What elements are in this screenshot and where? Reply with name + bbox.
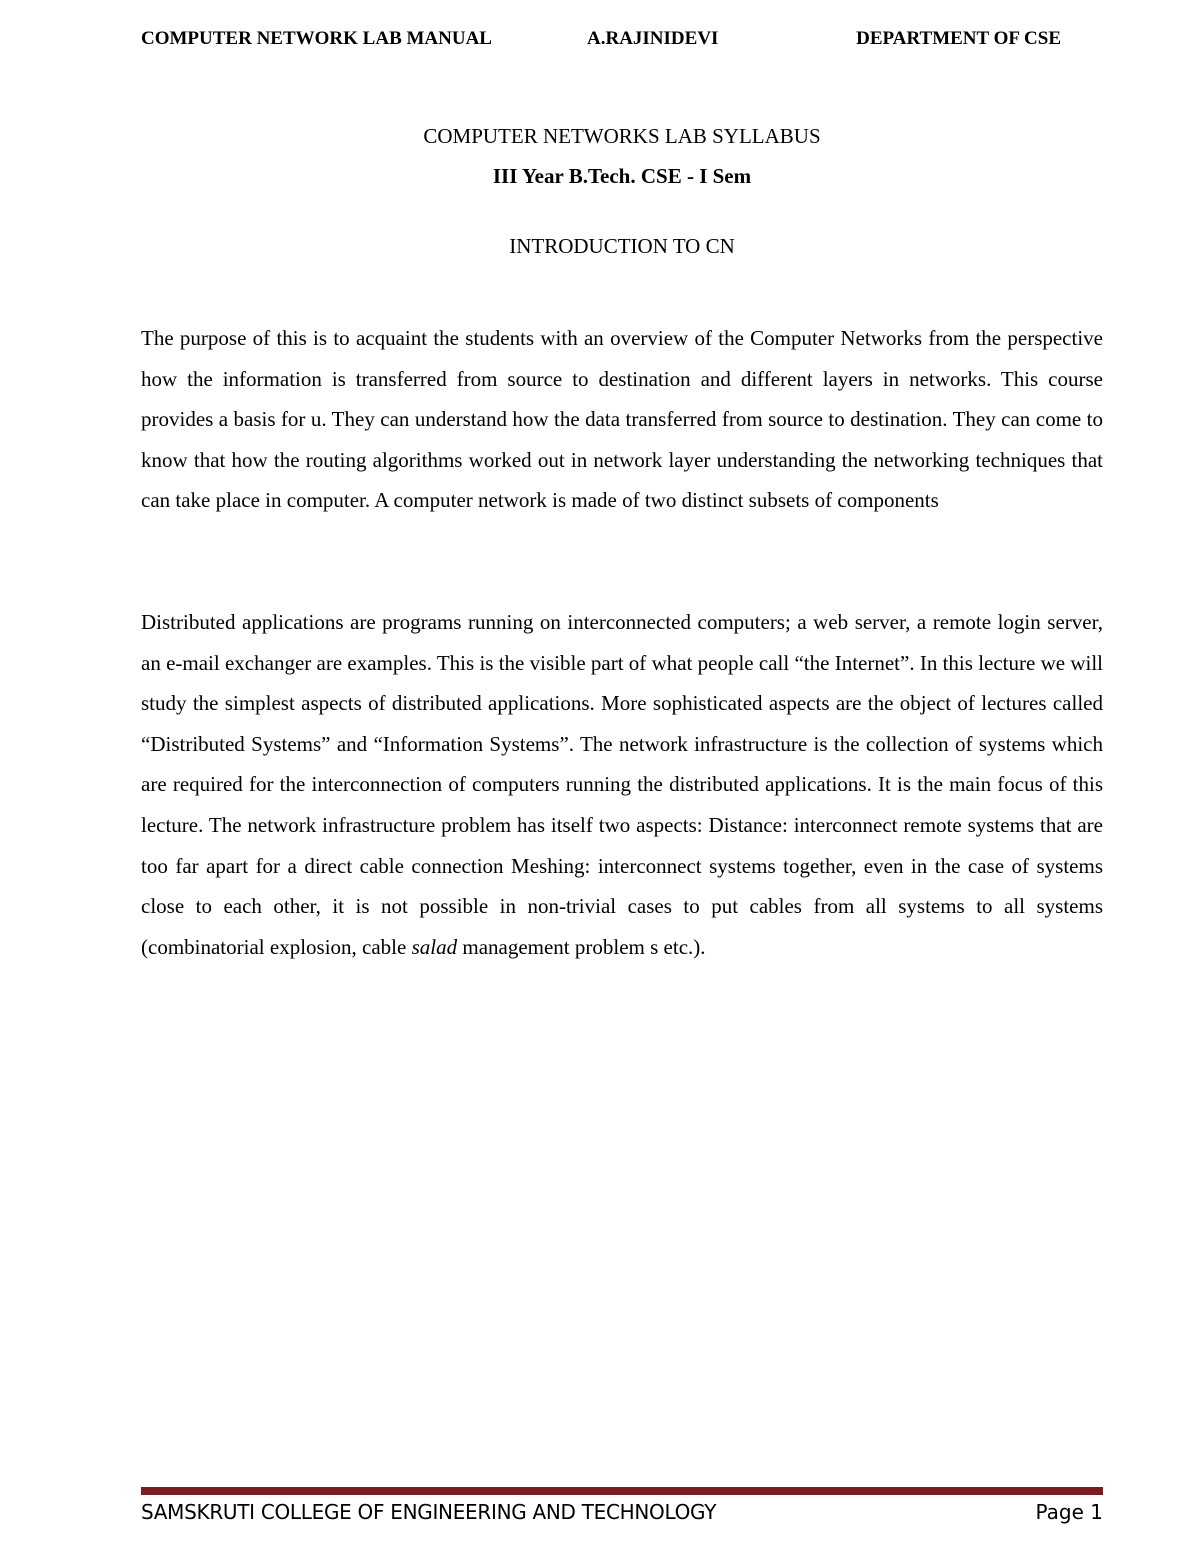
page-header	[141, 28, 1061, 54]
document-subtitle: III Year B.Tech. CSE - I Sem	[492, 164, 752, 188]
header-manual-title: COMPUTER NETWORK LAB MANUAL	[141, 28, 492, 49]
header-author: A.RAJINIDEVI	[587, 28, 719, 49]
footer-rule	[141, 1487, 1103, 1495]
page-footer	[141, 1500, 1103, 1530]
paragraph-distributed-text: Distributed applications are programs running on interconnected computers; a web server, a remote login server, an e-mail exchanger are examples. This is the visible part of what people call “the Internet”. In this lecture we will study the simplest aspects of distributed applications. More sophisticated aspects are the object of lectures called “Distributed Systems” and “Information Systems”. The network infrastructure is the collection of systems which are required for the interconnection of computers running the distributed applications. It is the main focus of this lecture. The network infrastructure problem has itself two aspects: Distance: interconnect remote systems that are too far apart for a direct cable connection Meshing: interconnect systems together, even in the case of systems close to each other, it is not possible in non-trivial cases to put cables from all systems to all systems (combinatorial explosion, cable	[141, 610, 1103, 959]
footer-college-name: SAMSKRUTI COLLEGE OF ENGINEERING AND TECHNOLOGY	[141, 1500, 717, 1524]
header-department: DEPARTMENT OF CSE	[856, 28, 1061, 49]
section-title: INTRODUCTION TO CN	[509, 234, 735, 258]
paragraph-distributed	[141, 602, 1103, 967]
footer-page-number: Page 1	[1035, 1500, 1103, 1524]
document-title: COMPUTER NETWORKS LAB SYLLABUS	[423, 124, 821, 148]
paragraph-italic-word: salad	[411, 934, 458, 959]
paragraph-distributed-end: management problem s etc.).	[457, 934, 706, 959]
title-block	[141, 122, 1103, 260]
paragraph-intro: The purpose of this is to acquaint the students with an overview of the Computer Networks from the perspective how the information is transferred from source to destination and different layers in networks. This course provides a basis for u. They can understand how the data transferred from source to destination. They can come to know that how the routing algorithms worked out in network layer understanding the networking techniques that can take place in computer. A computer network is made of two distinct subsets of components	[141, 326, 1103, 513]
